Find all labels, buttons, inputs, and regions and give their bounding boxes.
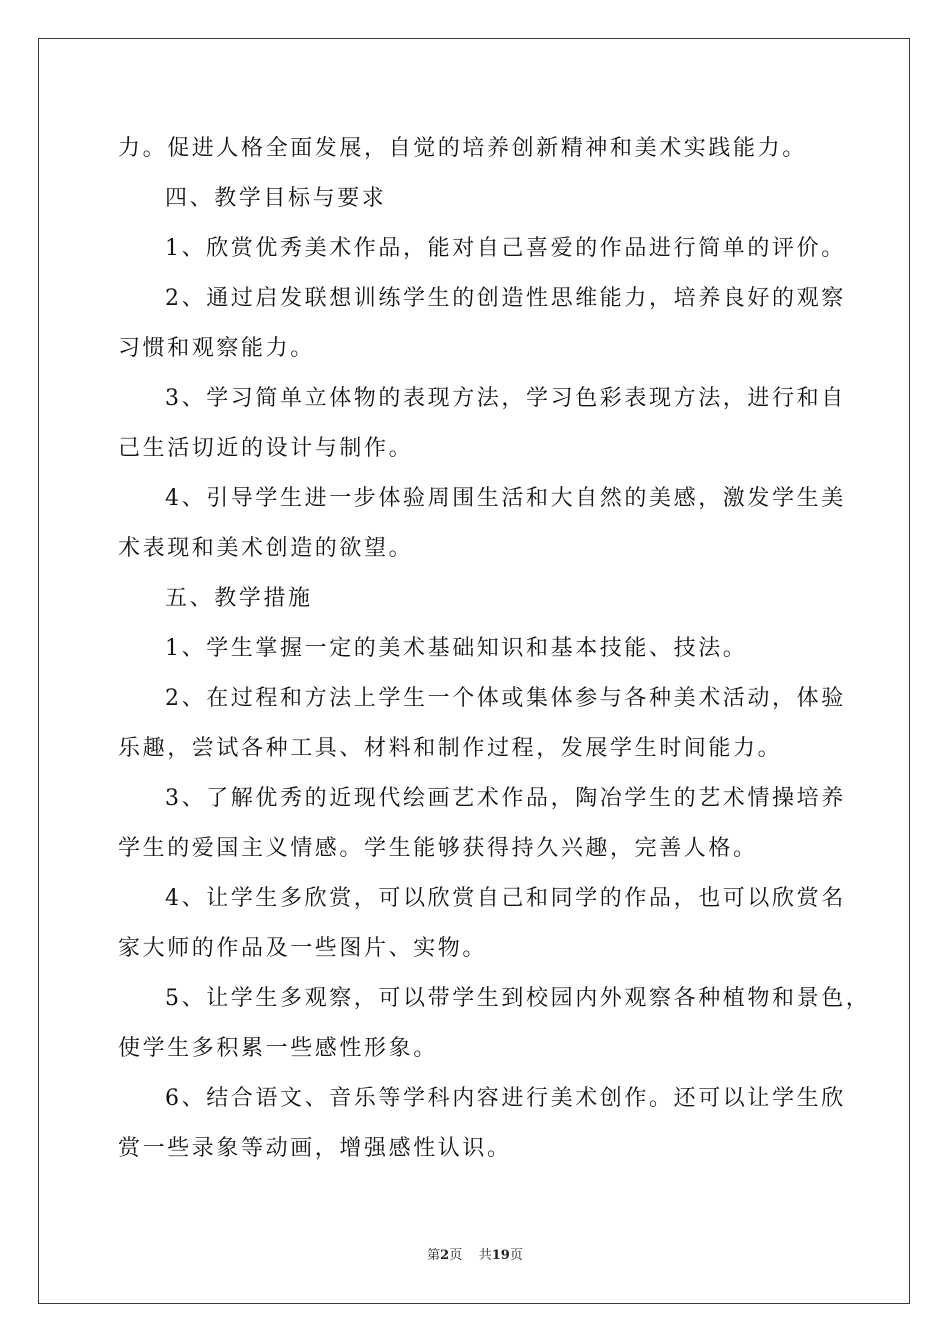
text-line: 2、在过程和方法上学生一个体或集体参与各种美术活动，体验 <box>165 686 846 711</box>
text-line: 家大师的作品及一些图片、实物。 <box>118 936 488 961</box>
text-line: 4、让学生多欣赏，可以欣赏自己和同学的作品，也可以欣赏名 <box>165 886 846 911</box>
text-line: 己生活切近的设计与制作。 <box>118 436 414 461</box>
text-line: 6、结合语文、音乐等学科内容进行美术创作。还可以让学生欣 <box>165 1086 846 1111</box>
text-line: 赏一些录象等动画，增强感性认识。 <box>118 1136 512 1161</box>
text-line: 1、学生掌握一定的美术基础知识和基本技能、技法。 <box>165 636 748 661</box>
section-heading: 五、教学措施 <box>165 586 313 611</box>
text-line: 术表现和美术创造的欲望。 <box>118 536 414 561</box>
text-line: 使学生多积累一些感性形象。 <box>118 1036 438 1061</box>
section-heading: 四、教学目标与要求 <box>165 186 387 211</box>
text-line: 习惯和观察能力。 <box>118 336 315 361</box>
text-line: 4、引导学生进一步体验周围生活和大自然的美感，激发学生美 <box>165 486 846 511</box>
page-footer <box>0 1248 950 1264</box>
text-line: 2、通过启发联想训练学生的创造性思维能力，培养良好的观察 <box>165 286 846 311</box>
text-line: 3、了解优秀的近现代绘画艺术作品，陶冶学生的艺术情操培养 <box>165 786 846 811</box>
text-line: 1、欣赏优秀美术作品，能对自己喜爱的作品进行简单的评价。 <box>165 236 846 261</box>
page-border <box>38 38 910 1304</box>
text-line: 5、让学生多观察，可以带学生到校园内外观察各种植物和景色， <box>165 986 871 1011</box>
text-line: 3、学习简单立体物的表现方法，学习色彩表现方法，进行和自 <box>165 386 846 411</box>
text-line: 力。促进人格全面发展，自觉的培养创新精神和美术实践能力。 <box>118 136 807 161</box>
page-number-label: 第2页 <box>427 1248 463 1263</box>
text-line: 乐趣，尝试各种工具、材料和制作过程，发展学生时间能力。 <box>118 736 783 761</box>
text-line: 学生的爱国主义情感。学生能够获得持久兴趣，完善人格。 <box>118 836 758 861</box>
total-pages-label: 共19页 <box>478 1248 523 1263</box>
